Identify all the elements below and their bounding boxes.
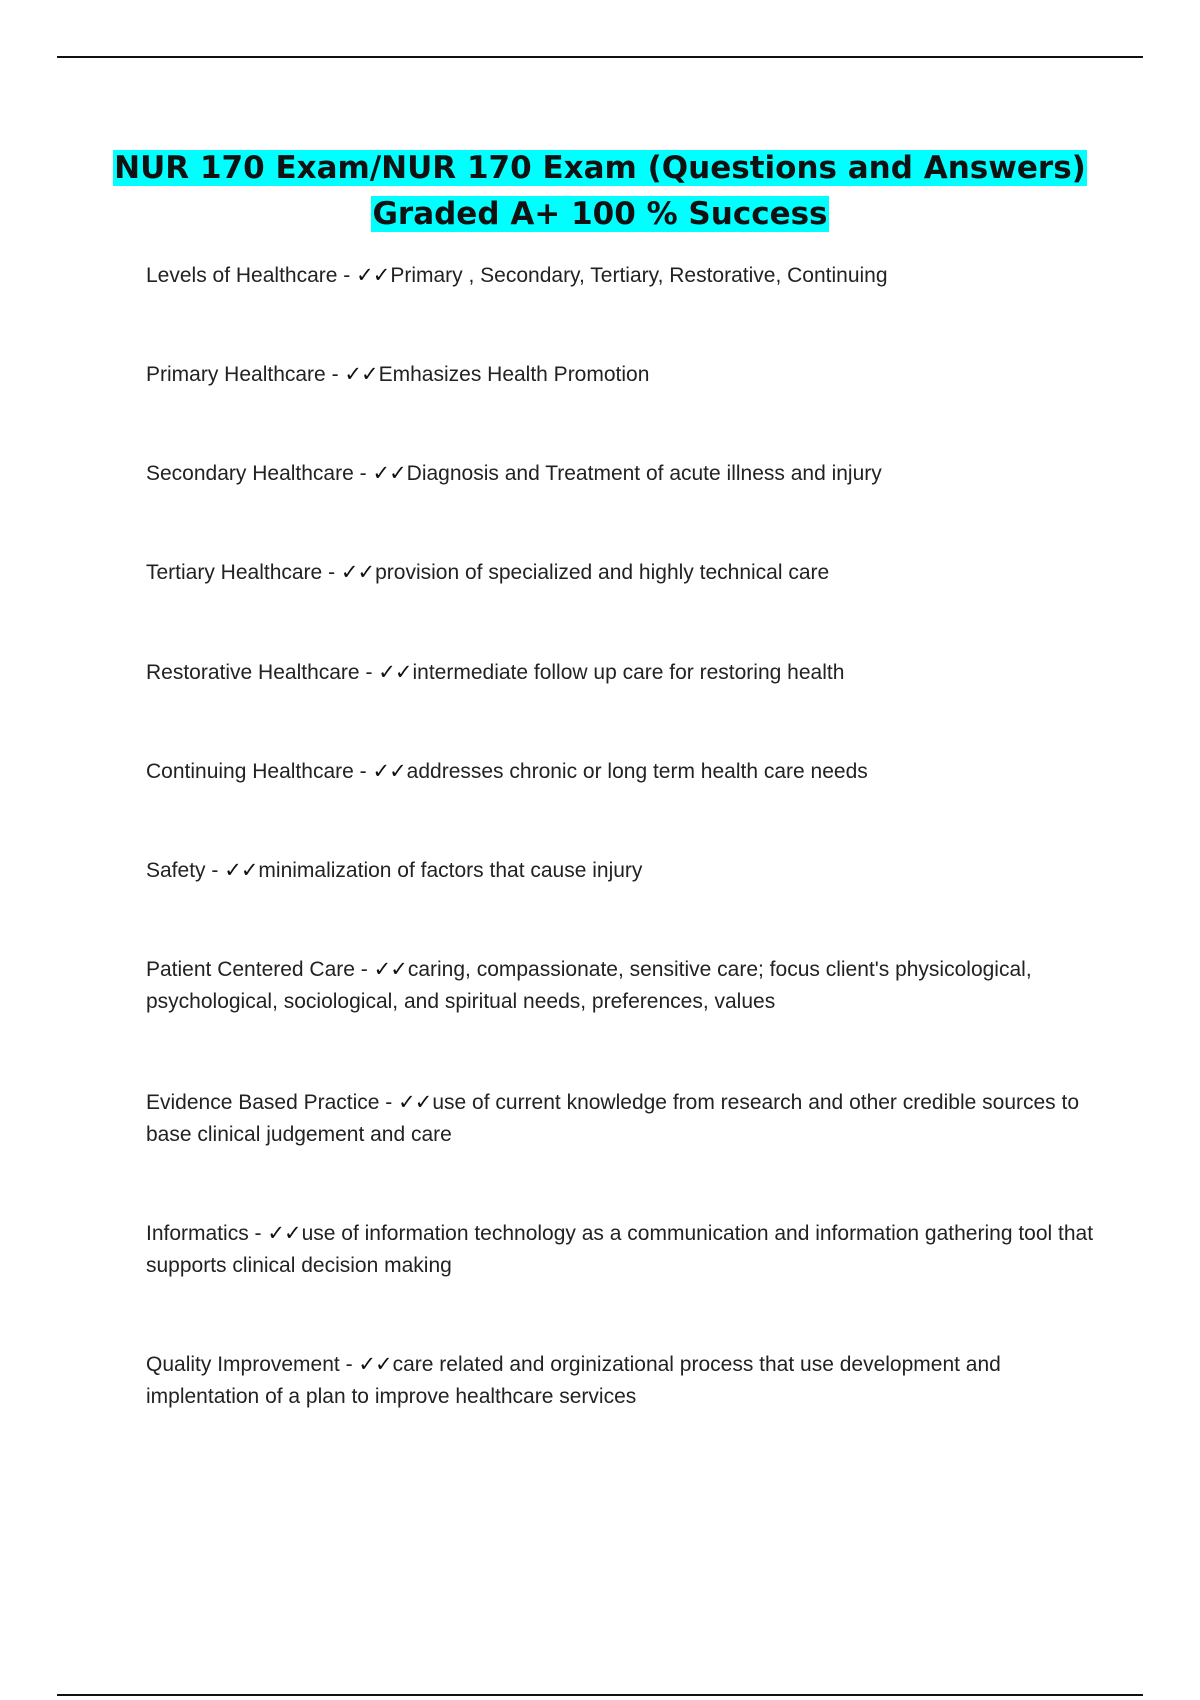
check-icon: ✓✓ [372, 461, 406, 485]
qa-item [146, 556, 1096, 589]
check-icon: ✓✓ [340, 560, 375, 584]
check-icon: ✓✓ [373, 957, 407, 981]
qa-definition: minimalization of factors that cause injury [258, 859, 643, 882]
qa-separator: - [339, 1353, 359, 1376]
qa-item [146, 1086, 1096, 1151]
qa-separator: - [325, 363, 345, 386]
qa-definition: Emhasizes Health Promotion [378, 363, 650, 386]
check-icon: ✓✓ [224, 858, 258, 882]
qa-term: Continuing Healthcare [146, 760, 354, 783]
qa-separator: - [379, 1091, 399, 1114]
qa-term: Restorative Healthcare [146, 661, 360, 684]
qa-term: Levels of Healthcare [146, 264, 338, 287]
qa-separator: - [337, 264, 357, 287]
qa-separator: - [353, 462, 373, 485]
qa-item [146, 656, 1096, 689]
qa-term: Informatics [146, 1222, 249, 1245]
check-icon: ✓✓ [378, 660, 412, 684]
qa-separator: - [354, 958, 374, 981]
qa-term: Secondary Healthcare [146, 462, 354, 485]
qa-definition: intermediate follow up care for restoring health [412, 661, 845, 684]
qa-item [146, 953, 1096, 1018]
bottom-rule [57, 1694, 1143, 1696]
qa-separator: - [248, 1222, 268, 1245]
qa-definition: use of current knowledge from research and other credible sources to base clinical judgement and care [146, 1091, 1080, 1146]
title-line-1: NUR 170 Exam/NUR 170 Exam (Questions and Answers) [114, 150, 1086, 186]
check-icon: ✓✓ [267, 1221, 301, 1245]
qa-item [146, 1217, 1096, 1282]
title-line-2: Graded A+ 100 % Success [372, 196, 828, 232]
qa-term: Patient Centered Care [146, 958, 355, 981]
qa-term: Tertiary Healthcare [146, 561, 323, 584]
qa-separator: - [322, 561, 341, 584]
qa-term: Primary Healthcare [146, 363, 326, 386]
qa-definition: addresses chronic or long term health care needs [406, 760, 868, 783]
qa-definition: use of information technology as a communication and information gathering tool that supports clinical decision making [146, 1222, 1094, 1277]
qa-item [146, 1348, 1096, 1413]
qa-definition: care related and orginizational process that use development and implentation of a plan to improve healthcare services [146, 1353, 1001, 1408]
qa-separator: - [359, 661, 379, 684]
qa-item [146, 259, 1096, 292]
check-icon: ✓✓ [344, 362, 378, 386]
qa-term: Evidence Based Practice [146, 1091, 380, 1114]
qa-item [146, 755, 1096, 788]
qa-definition: Primary , Secondary, Tertiary, Restorative, Continuing [390, 264, 888, 287]
check-icon: ✓✓ [398, 1090, 432, 1114]
check-icon: ✓✓ [358, 1352, 392, 1376]
qa-item [146, 358, 1096, 391]
qa-definition: provision of specialized and highly technical care [375, 561, 830, 584]
qa-definition: caring, compassionate, sensitive care; focus client's physicological, psychological, sociological, and spiritual needs, preferences, values [146, 958, 1032, 1013]
qa-separator: - [205, 859, 225, 882]
qa-definition: Diagnosis and Treatment of acute illness and injury [406, 462, 882, 485]
check-icon: ✓✓ [356, 263, 390, 287]
check-icon: ✓✓ [372, 759, 406, 783]
qa-separator: - [353, 760, 373, 783]
qa-term: Safety [146, 859, 206, 882]
document-title [0, 145, 1200, 237]
qa-item [146, 854, 1096, 887]
qa-item [146, 457, 1096, 490]
top-rule [57, 56, 1143, 58]
qa-term: Quality Improvement [146, 1353, 340, 1376]
